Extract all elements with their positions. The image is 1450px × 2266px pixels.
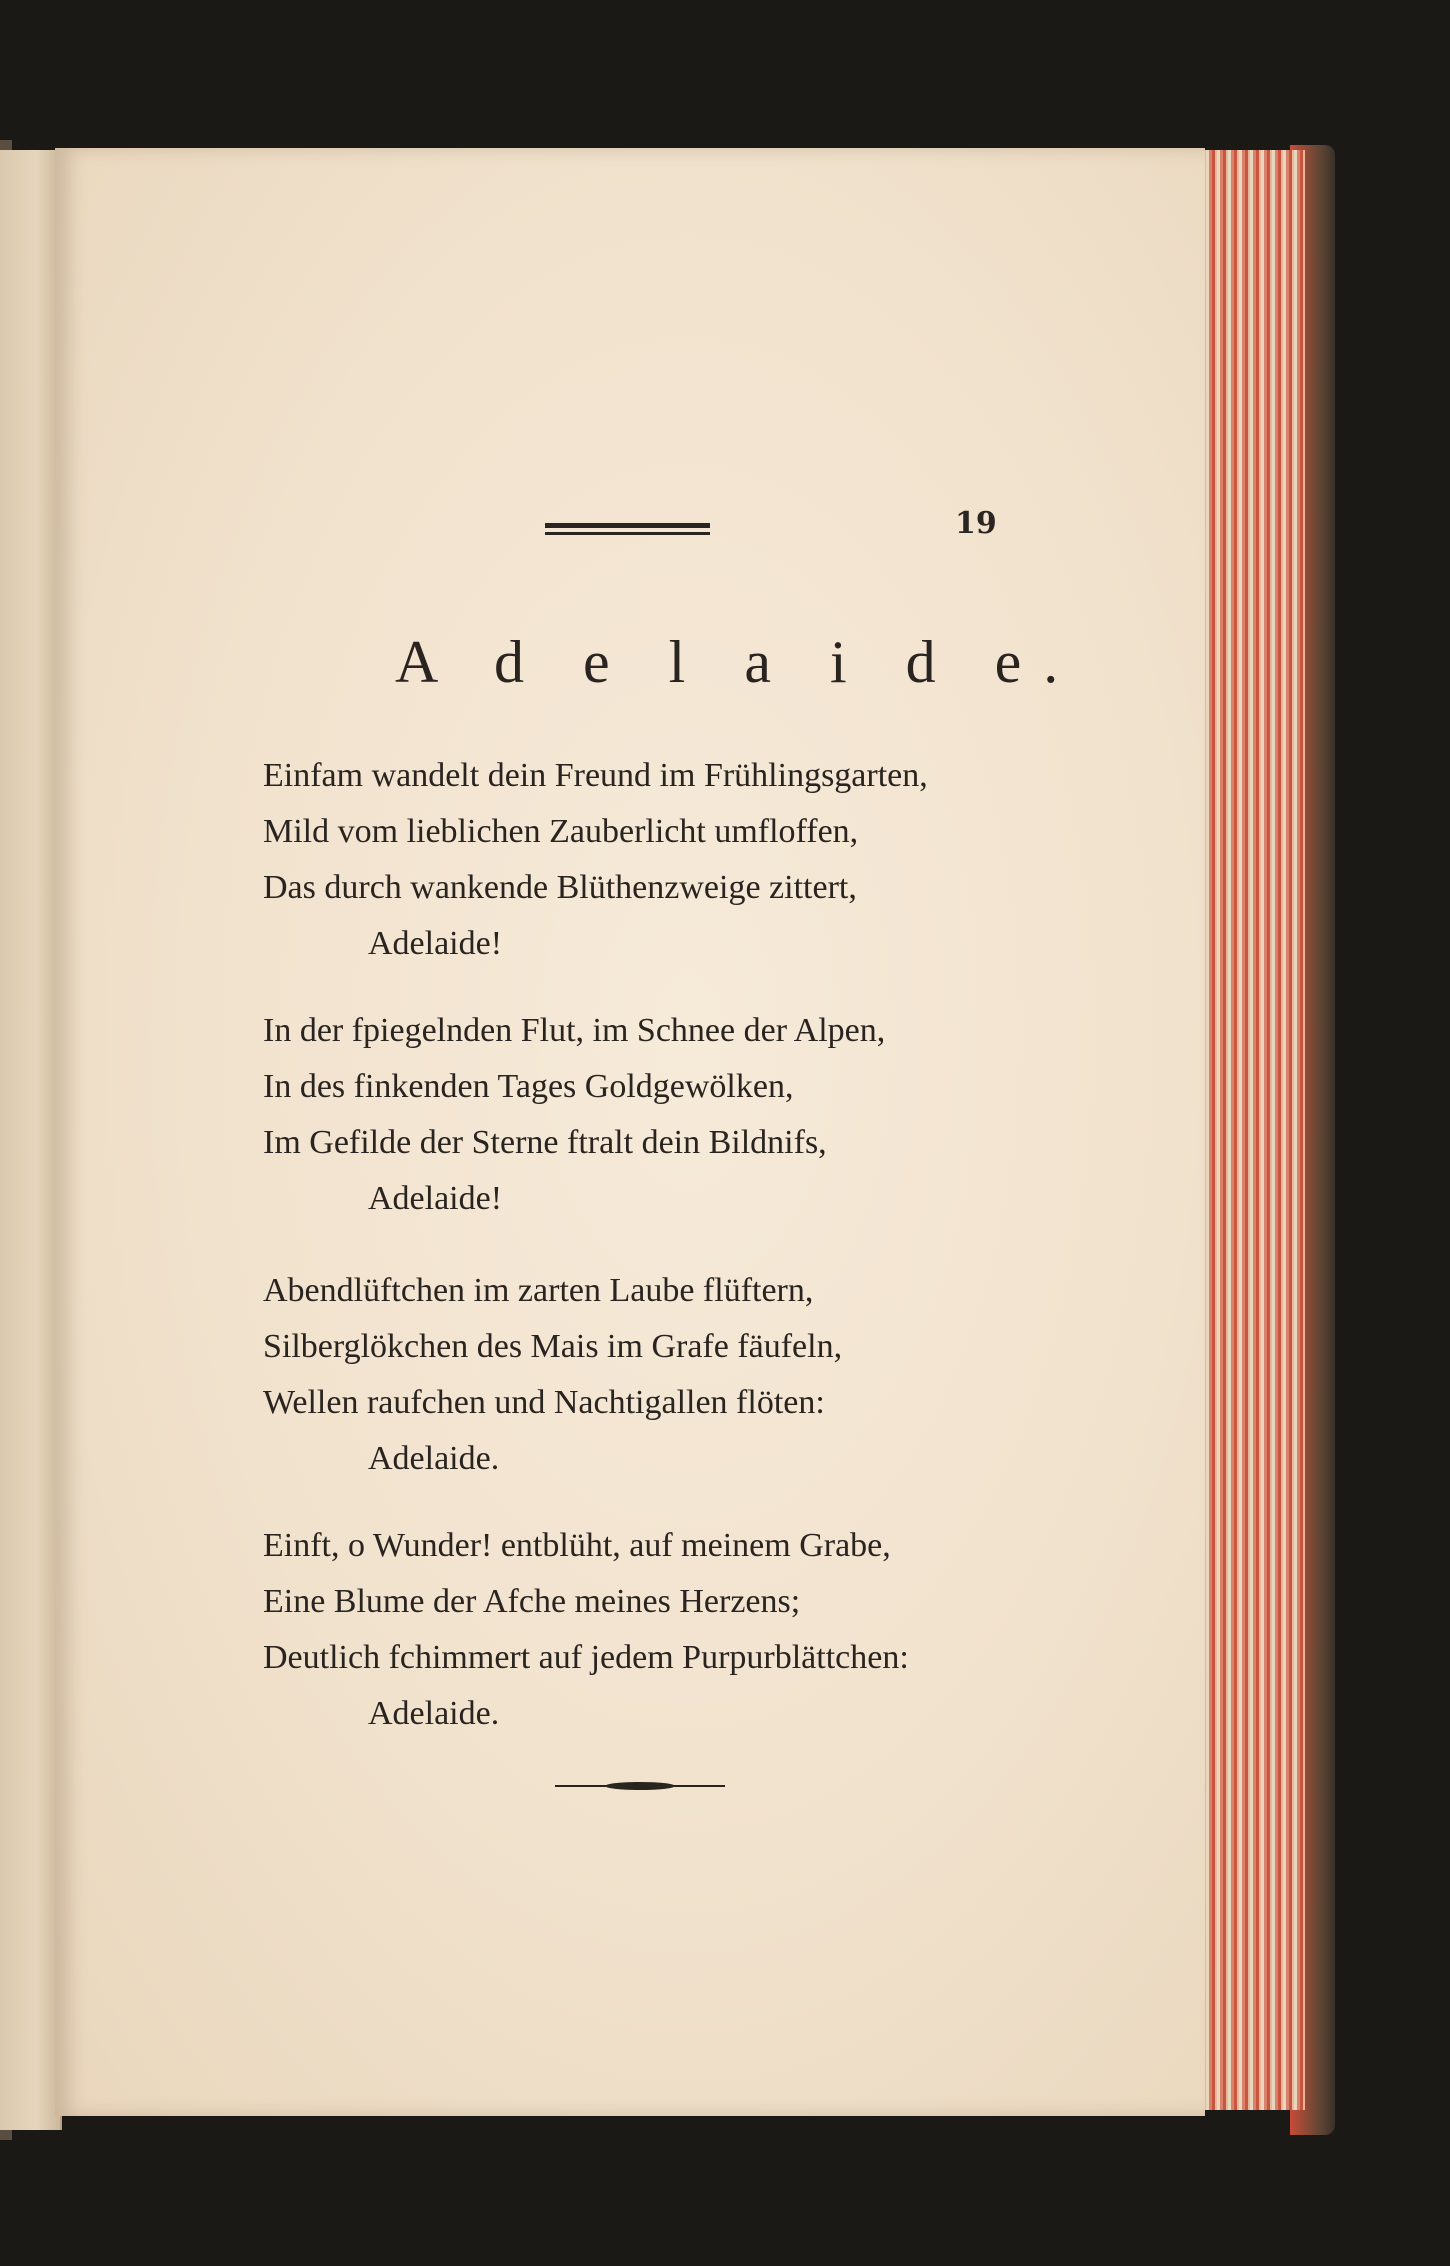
stanza-1-line-2: Mild vom lieblichen Zauberlicht umfloffen,	[263, 813, 859, 850]
stanza-4-refrain: Adelaide.	[368, 1695, 500, 1732]
stanza-2-line-2: In des finkenden Tages Goldgewölken,	[263, 1068, 794, 1105]
poem-title: A d e l a i d e.	[395, 629, 1081, 695]
stanza-3	[263, 1263, 1043, 1487]
stanza-1-line-1: Einfam wandelt dein Freund im Frühlingsgarten,	[263, 757, 928, 794]
stanza-4-line-2: Eine Blume der Afche meines Herzens;	[263, 1583, 801, 1620]
page-number: 19	[955, 506, 997, 541]
left-page-sliver	[0, 150, 62, 2130]
stanza-1-line-3: Das durch wankende Blüthenzweige zittert,	[263, 869, 857, 906]
stanza-4-line-3: Deutlich fchimmert auf jedem Purpurblättchen:	[263, 1639, 909, 1676]
header-double-rule	[545, 523, 710, 537]
end-ornament-rule	[555, 1780, 725, 1792]
stanza-1-refrain: Adelaide!	[368, 925, 503, 962]
stanza-3-refrain: Adelaide.	[368, 1440, 500, 1477]
stanza-4	[263, 1518, 1043, 1742]
stanza-1	[263, 748, 1043, 972]
stanza-2-line-1: In der fpiegelnden Flut, im Schnee der Alpen,	[263, 1012, 886, 1049]
stanza-2	[263, 1003, 1043, 1227]
stanza-2-refrain: Adelaide!	[368, 1180, 503, 1217]
stanza-2-line-3: Im Gefilde der Sterne ftralt dein Bildnifs,	[263, 1124, 827, 1161]
stanza-3-line-1: Abendlüftchen im zarten Laube flüftern,	[263, 1272, 814, 1309]
page-block-edge	[1195, 150, 1305, 2110]
stanza-4-line-1: Einft, o Wunder! entblüht, auf meinem Grabe,	[263, 1527, 891, 1564]
book-page	[55, 148, 1205, 2116]
stanza-3-line-3: Wellen raufchen und Nachtigallen flöten:	[263, 1384, 825, 1421]
stanza-3-line-2: Silberglökchen des Mais im Grafe fäufeln,	[263, 1328, 843, 1365]
